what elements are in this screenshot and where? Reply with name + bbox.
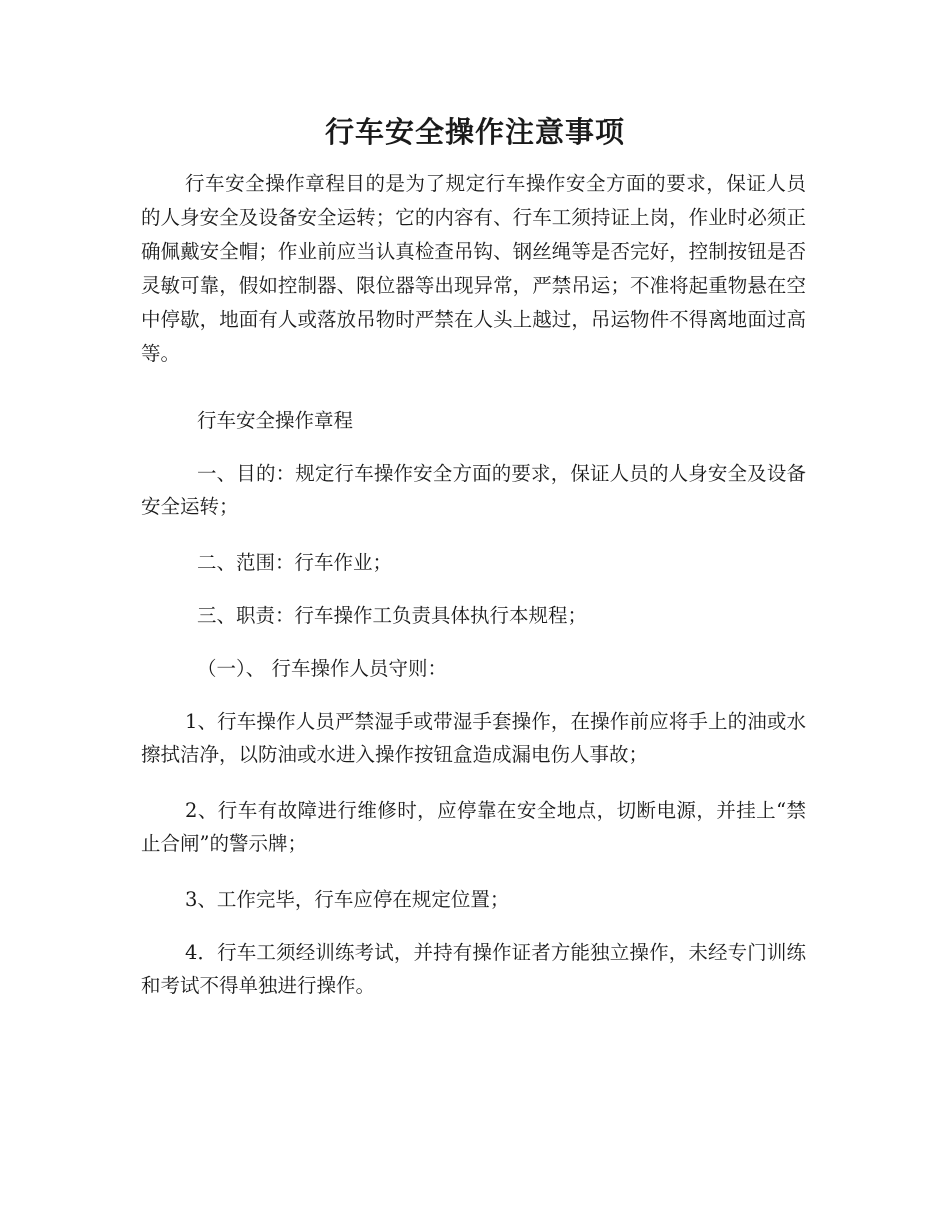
document-title: 行车安全操作注意事项	[324, 115, 625, 149]
rule-item: 3、工作完毕，行车应停在规定位置；	[185, 888, 510, 911]
rules-heading: （一）、 行车操作人员守则：	[197, 657, 447, 680]
purpose-paragraph: 一、目的：规定行车操作安全方面的要求，保证人员的人身安全及设备安全运转；	[141, 462, 806, 518]
rule-item: 1、行车操作人员严禁湿手或带湿手套操作，在操作前应将手上的油或水擦拭洁净，以防油或水进入操作按钮盒造成漏电伤人事故；	[141, 710, 806, 766]
scope-paragraph: 二、范围：行车作业；	[197, 551, 393, 574]
rule-item: 2、行车有故障进行维修时，应停靠在安全地点，切断电源，并挂上“禁止合闸”的警示牌；	[141, 799, 806, 855]
section-heading: 行车安全操作章程	[197, 409, 354, 432]
rule-item: 4．行车工须经训练考试，并持有操作证者方能独立操作，未经专门训练和考试不得单独进行操作。	[141, 941, 806, 997]
duty-paragraph: 三、职责：行车操作工负责具体执行本规程；	[197, 604, 588, 627]
intro-paragraph: 行车安全操作章程目的是为了规定行车操作安全方面的要求，保证人员的人身安全及设备安全运转；它的内容有、行车工须持证上岗，作业时必须正确佩戴安全帽；作业前应当认真检查吊钩、钢丝绳等是否完好，控制按钮是否灵敏可靠，假如控制器、限位器等出现异常，严禁吊运；不准将起重物悬在空中停歇，地面有人或落放吊物时严禁在人头上越过，吊运物件不得离地面过高等。	[141, 172, 806, 365]
